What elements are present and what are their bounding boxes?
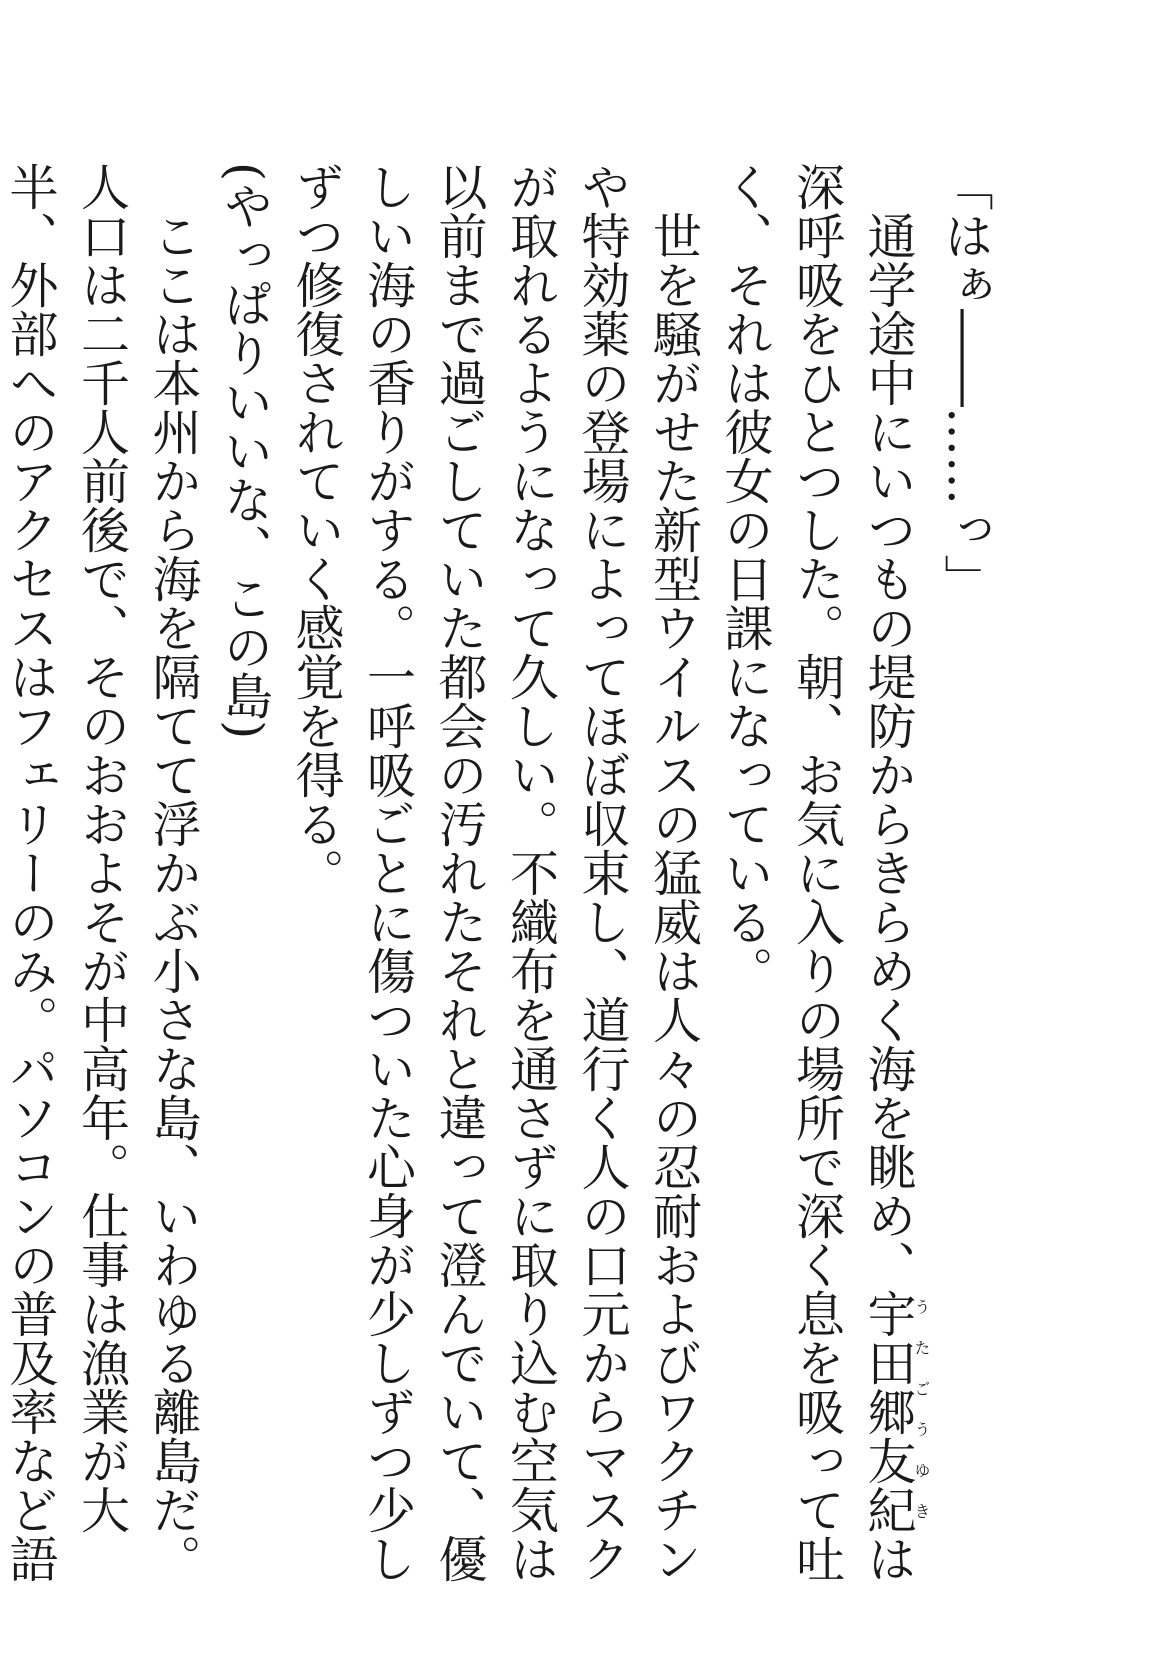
paragraph-text: は深呼吸をひとつした。朝、お気に入りの場所で深く息を吸って吐く、それは彼女の日課になっている。: [717, 162, 917, 1583]
paragraph-virus: 世を騒がせた新型ウイルスの猛威は人々の忍耐およびワクチンや特効薬の登場によってほぼ収束し、道行く人の口元からマスクが取れるようになって久しい。不織布を通さずに取り込む空気は以前まで過ごしていた都会の汚れたそれと違って澄んでいて、優しい海の香りがする。一呼吸ごとに傷ついた心身が少しずつ少しずつ修復されていく感覚を得る。: [288, 162, 703, 1583]
furigana: うたごうゆき: [912, 1289, 931, 1534]
dialogue-line: 「はぁ――……っ」: [937, 162, 994, 603]
paragraph-morning: [710, 162, 930, 1612]
paragraph-text: 通学途中にいつもの堤防からきらめく海を眺め、: [860, 211, 917, 1289]
vertical-text-body: [0, 162, 1001, 1612]
ruby-base: 宇田郷友紀: [860, 1289, 917, 1534]
name-with-furigana: [860, 1289, 931, 1534]
paragraph-island: ここは本州から海を隔てて浮かぶ小さな島、いわゆる離島だ。人口は二千人前後で、そのおおよそが中高年。仕事は漁業が大半、外部へのアクセスはフェリーのみ。パソコンの普及率など語: [2, 162, 202, 1583]
thought-line: (やっぱりいいな、この島): [216, 162, 274, 740]
